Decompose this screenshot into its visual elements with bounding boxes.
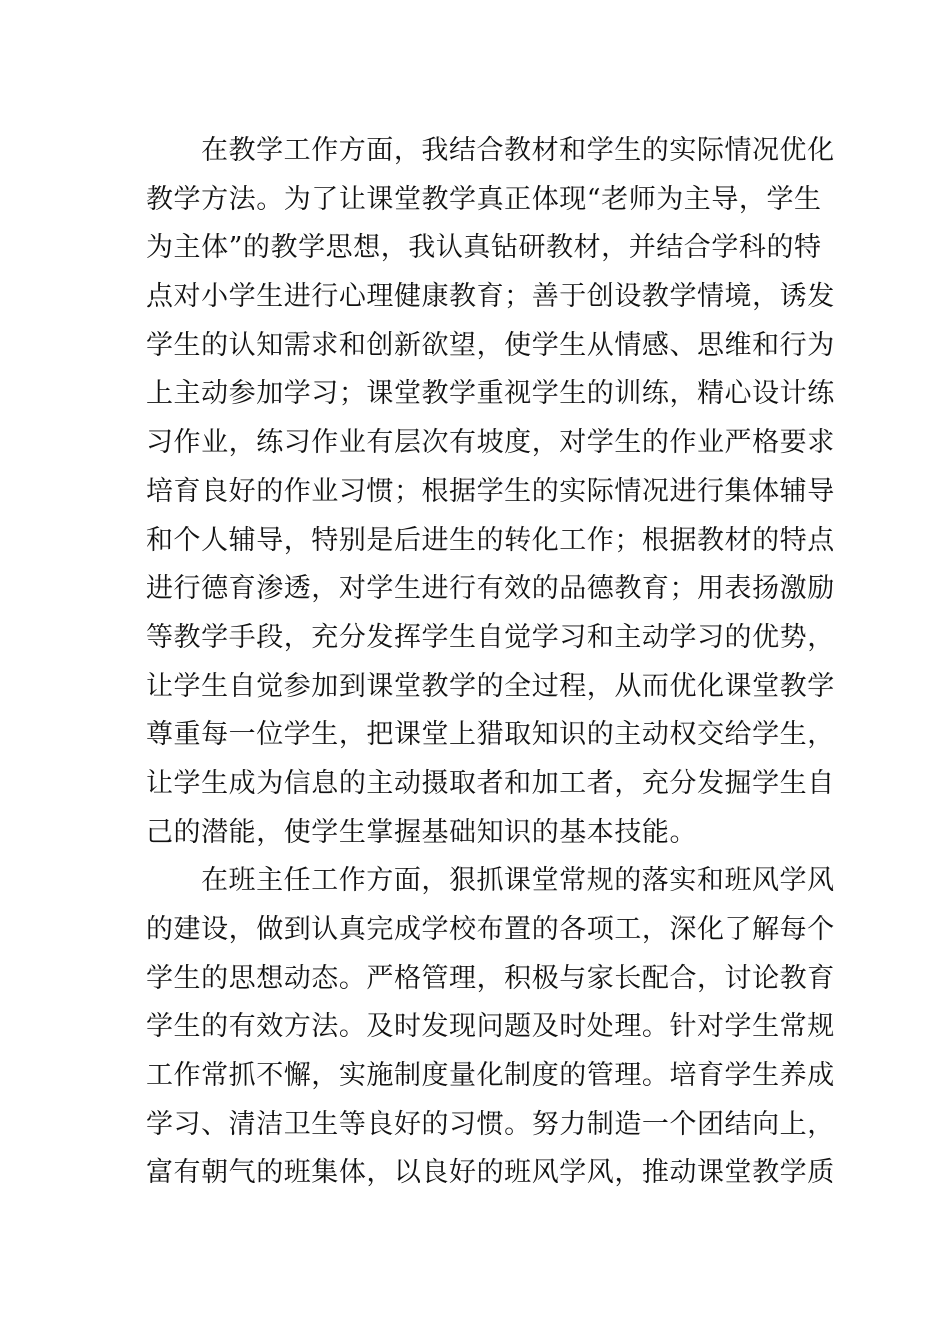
text-line: 等教学手段，充分发挥学生自觉学习和主动学习的优势， [146, 621, 835, 653]
paragraph-class-teacher-work [146, 857, 835, 1198]
text-line: 学生的思想动态。严格管理，积极与家长配合，讨论教育 [146, 962, 835, 994]
text-line: 工作常抓不懈，实施制度量化制度的管理。培育学生养成 [146, 1060, 835, 1092]
text-line: 上主动参加学习；课堂教学重视学生的训练，精心设计练 [146, 378, 835, 410]
body-text [146, 127, 835, 1198]
paragraph-teaching-work [146, 127, 835, 857]
text-line: 让学生成为信息的主动摄取者和加工者，充分发掘学生自 [146, 767, 835, 799]
text-line: 尊重每一位学生，把课堂上猎取知识的主动权交给学生， [146, 719, 835, 751]
text-line: 培育良好的作业习惯；根据学生的实际情况进行集体辅导 [146, 475, 835, 507]
text-line: 和个人辅导，特别是后进生的转化工作；根据教材的特点 [146, 524, 835, 556]
text-line: 学生的有效方法。及时发现问题及时处理。针对学生常规 [146, 1011, 835, 1043]
text-line: 学生的认知需求和创新欲望，使学生从情感、思维和行为 [146, 329, 835, 361]
text-line: 在班主任工作方面，狠抓课堂常规的落实和班风学风 [201, 865, 835, 897]
text-line: 进行德育渗透，对学生进行有效的品德教育；用表扬激励 [146, 573, 835, 605]
text-line: 习作业，练习作业有层次有坡度，对学生的作业严格要求 [146, 427, 835, 459]
text-line: 让学生自觉参加到课堂教学的全过程，从而优化课堂教学 [146, 670, 835, 702]
text-line: 为主体”的教学思想，我认真钻研教材，并结合学科的特 [146, 232, 822, 264]
text-line: 学习、清洁卫生等良好的习惯。努力制造一个团结向上， [146, 1108, 835, 1140]
text-line: 教学方法。为了让课堂教学真正体现“老师为主导，学生 [146, 183, 822, 215]
text-line: 的建设，做到认真完成学校布置的各项工，深化了解每个 [146, 914, 835, 945]
text-line: 己的潜能，使学生掌握基础知识的基本技能。 [146, 816, 697, 848]
text-line: 点对小学生进行心理健康教育；善于创设教学情境，诱发 [146, 281, 835, 313]
text-line: 在教学工作方面，我结合教材和学生的实际情况优化 [201, 135, 835, 166]
text-line: 富有朝气的班集体，以良好的班风学风，推动课堂教学质 [146, 1157, 835, 1189]
